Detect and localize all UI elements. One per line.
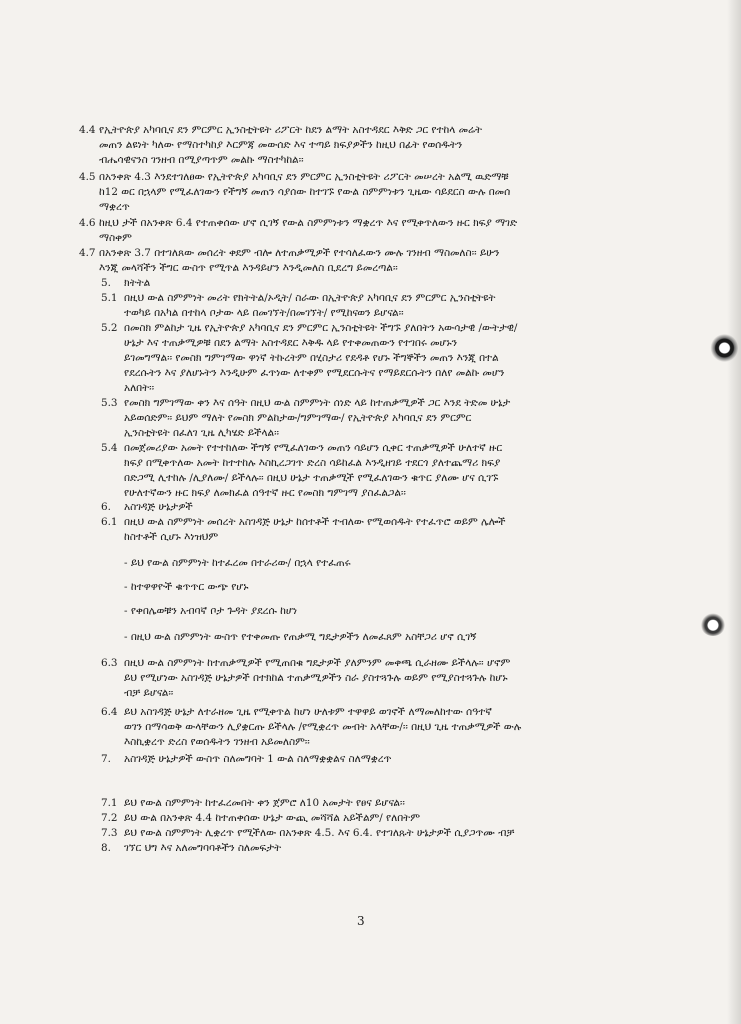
body-text-line: በመስክ ምልከታ ጊዜ የኢትዮጵያ አካባቢና ደን ምርምር ኢንስቲትዩት ችግኙ ያለበትን አውሳታዊ /ውትታዊ/	[124, 322, 518, 334]
scan-edge-shadow	[727, 0, 741, 1024]
body-text-line: የደረሱትን እና ያለሆኑትን እንዲሁም ፈጥነው ለተቀም የሚደርሱትና የማይደርሱትን በለየ መልኩ መሆን	[124, 367, 505, 379]
body-text-line: የመስክ ግምገማው ቀን እና ሰዓት በዚህ ውል ስምምነት ሰነድ ላይ ከተጠቃሚዎች ጋር እንደ ትድመ ሁኔታ	[124, 397, 511, 409]
body-text-line: ሁኔታ እና ተጠቃሚዎቹ በደን ልማት አስተዳደር እቅዱ ላይ የተቀመጠውን የተገበሩ መሆኑን	[124, 337, 458, 349]
body-text-line: በድጋሚ ሊተከሉ /ሊያለሙ/ ይችላሉ፡፡ በዚህ ሁኔታ ተጠቃሚች የሚፈለገውን ቁጥር ያለሙ ሆና ሲገኙ	[124, 472, 499, 484]
page-number: 3	[357, 914, 365, 928]
body-text-line: ማስቀም	[99, 232, 132, 244]
body-text-line: እንጂ መላሻችን ችግር ውስጥ የሚጥል እንዳይሆን እንዲመለስ ቢደረግ ይመረጣል፡፡	[99, 262, 398, 274]
body-text-line: ከዚህ ታች በአንቀጽ 6.4 የተጠቀሰው ሆኖ ሲገኝ የውል ስምምነቱን ማቋረጥ እና የሚቀጥለውን ዙር ክፍያ ማገድ	[99, 217, 518, 229]
body-text-line: አስገዳጅ ሁኔታዎች ውስጥ ስለመግባት 1 ውል ስለማቋቋልና ስለማቋረጥ	[124, 753, 392, 765]
clause-number: 8.	[101, 842, 111, 854]
clause-number: 6.	[101, 501, 111, 513]
clause-number: 5.3	[101, 397, 118, 409]
body-text-line: በአንቀጽ 4.3 እንደተገለፀው የኢትዮጵያ አካባቢና ደን ምርምር ኢንስቲትዩት ሪፖርት መሠረት አልሚ ዉድማቹ	[99, 171, 509, 183]
bullet-item: - የቀበሌወቹን አብባኛ ቦታ ጉዳት ያደረሱ ከሆነ	[124, 605, 298, 617]
body-text-line: ኢንስቲትዩት በፈለገ ጊዜ ሊካሄድ ይችላል፡፡	[124, 427, 280, 439]
punch-hole-mark	[708, 333, 738, 363]
clause-number: 7.3	[101, 827, 118, 839]
body-text-line: ከስተቶች ሲሆኑ እነዝህም	[124, 531, 219, 543]
body-text-line: የሁለተኛውን ዙር ክፍያ ለመክፈል ሰዓተኛ ዙር የመስክ ግምገማ ያስፈልጋል፡፡	[124, 487, 406, 499]
body-text-line: ብቻ ይሆናል፡፡	[124, 687, 174, 699]
body-text-line: ብሔሳዊናንስ ገንዘብ በሚያጣጥም መልኩ ማስተካከል፡፡	[99, 154, 304, 166]
body-text-line: ማቋረጥ	[99, 201, 130, 213]
body-text-line: በዚህ ውል ስምምነት ከተጠቃሚዎች የሚጠበቁ ግዴታዎች ያለምንም መቀጫ ሲራዘሙ ይችላሉ፡፡ ሆኖም	[124, 657, 511, 669]
body-text-line: በመጀመሪያው አመት የተተከለው ችግኝ የሚፈለገውን መጠን ሳይሆን ሲቀር ተጠቃሚዎች ሁለተኛ ዙር	[124, 442, 503, 454]
clause-number: 5.4	[101, 442, 118, 454]
body-text-line: ይህ የውል ስምምነት ሊቋረጥ የሚችለው በአንቀጽ 4.5. እና 6.4. የተገለጹት ሁኔታዎች ሲያጋጥሙ ብቻ	[124, 827, 515, 839]
body-text-line: ይህ የሚሆነው አስገዳጅ ሁኔታዎች በተክከል ተጠቃሚዎችን ስራ ያስተጓጉሉ ወይም የሚያስተጓጉሉ ከሆኑ	[124, 672, 508, 684]
body-text-line: በዚህ ውል ስምምነት መሪት የክትትል/ኦዲት/ ስራው በኢትዮጵያ አካባቢና ደን ምርምር ኢንስቲትዩት	[124, 292, 496, 304]
body-text-line: በአንቀጽ 3.7 በተገለጸው መሰረት ቀደም ብሎ ለተጠቃሚዎች የተሳለፈውን ሙሉ ገንዘብ ማስመለስ፡፡ ይሁን	[99, 247, 500, 259]
body-text-line: በዚህ ውል ስምምነት መሰረት አስገዳጅ ሁኔታ ከሰተቶች ተብለው የሚወሰዱት የተፈጥሮ ወይም ሌሎች	[124, 516, 506, 528]
punch-hole-mark	[700, 612, 726, 636]
body-text-line: ይህ ውል በአንቀጽ 4.4 ከተጠቀሰው ሁኔታ ውጪ መሻሻል አይችልም/ የለበትም	[124, 812, 420, 824]
clause-number: 4.7	[79, 247, 96, 259]
clause-number: 5.2	[101, 322, 118, 334]
section-heading: ክትትል	[124, 277, 151, 289]
clause-number: 7.2	[101, 812, 118, 824]
bullet-item: - በዚህ ውል ስምምነት ውስጥ የተቀመጡ የጠቃሚ ግዴታዎችን ለመፈጸም አስቸጋሪ ሆኖ ሲገኝ	[124, 631, 477, 643]
clause-number: 4.4	[79, 124, 96, 136]
body-text-line: ተወካይ በአካል በተከላ ቦታው ላይ በመገኘት/በመገኘት/ የሚከናወን ይሆናል፡፡	[124, 307, 404, 319]
bullet-item: - ከተዋዋዮች ቁጥጥር ውጭ የሆኑ	[124, 581, 249, 593]
clause-number: 6.1	[101, 516, 118, 528]
body-text-line: አይወሰድም፡፡ ይህም ማለት የመስክ ምልከታው/ግምገማው/ የኢትዮጵያ አካባቢና ደን ምርምር	[124, 412, 472, 424]
clause-number: 4.6	[79, 217, 96, 229]
section-heading: አስገዳጅ ሁኔታዎች	[124, 501, 193, 513]
body-text-line: የኢትዮጵያ አካባቢና ደን ምርምር ኢንስቲትዩት ሪፖርት ከደን ልማት አስተዳደር እቅድ ጋር የተከላ መሬት	[99, 124, 483, 136]
body-text-line: ይህ አስገዳጅ ሁኔታ ለተራዘመ ጊዜ የሚቀጥል ከሆነ ሁለቱም ተዋዋይ ወገኖች ለማመለከተው ሰዓተኛ	[124, 706, 492, 718]
body-text-line: መጠን ልዩነት ካለው የማስተካከያ እርምጃ መውሰድ እና ተጣይ ክፍያዎችን ከዚህ በፊት የወሰዱትን	[99, 139, 463, 151]
section-heading: ይህ የውል ስምምነት ከተፈረመበት ቀን ጀምሮ ለ10 አመታት የፀና ይሆናል፡፡	[124, 797, 405, 809]
bullet-item: - ይህ የውል ስምምነት ከተፈረመ በተራሪው/ በኋላ የተፈጠሩ	[124, 557, 351, 569]
clause-number: 6.3	[101, 657, 118, 669]
body-text-line: አለበት፡፡	[124, 382, 155, 394]
clause-number: 5.	[101, 277, 111, 289]
body-text-line: እስኪቋረጥ ድረስ የወሰዱትን ገንዘብ አይመለስም፡፡	[124, 736, 310, 748]
clause-number: 7.	[101, 753, 111, 765]
clause-number: 5.1	[101, 292, 118, 304]
body-text-line: ገኘር ህግ እና አለመግባባቶችን ስለመፍታት	[124, 842, 282, 854]
clause-number: 7.1	[101, 797, 118, 809]
clause-number: 6.4	[101, 706, 118, 718]
body-text-line: ክፍያ በሚቀጥለው አመት ከተተከሉ እስኪረጋገጥ ድረስ ሳይከፈል እንዲዘገይ ተደርጎ ያለተጨማሪ ክፍያ	[124, 457, 501, 469]
body-text-line: ከ12 ወር በኋላም የሚፈለገውን የችግኝ መጠን ሳያሰው ከተገኙ የውል ስምምነቱን ጊዜው ሳይደርስ ውሉ በመሰ	[99, 186, 511, 198]
clause-number: 4.5	[79, 171, 96, 183]
body-text-line: ወገን በማሳወቅ ውላቸውን ሊያቋርጡ ይችላሉ /የሚቋረጥ መብት አላቸው/፡፡ በዚህ ጊዜ ተጠቃሚዎች ውሉ	[124, 721, 522, 733]
body-text-line: ይገመግማል፡፡ የመስክ ግምገማው ዋነኛ ትኩረትም በሂስታሪ የደዳቶ የሆኑ ችግኞችን መጠን እንጂ በተል	[124, 352, 499, 364]
